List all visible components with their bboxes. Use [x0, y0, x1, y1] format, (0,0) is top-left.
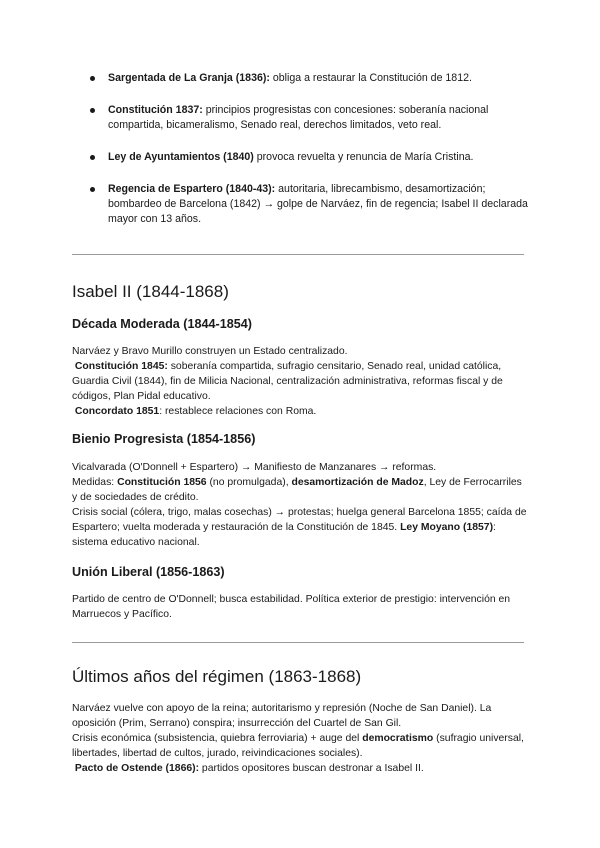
divider [72, 642, 524, 643]
section-title-ultimos: Últimos años del régimen (1863-1868) [72, 667, 362, 686]
text-line: Narváez y Bravo Murillo construyen un Estado centralizado. [72, 346, 348, 357]
text-run: Crisis económica (subsistencia, quiebra ferroviaria) + auge del [72, 733, 363, 744]
bullet-dot [90, 187, 95, 192]
text-run: (sufragio universal, libertades, libertad de cultos, jurado, reivindicaciones sociales). [72, 733, 524, 759]
text-run: soberanía compartida, sufragio censitario, Senado real, unidad católica, Guardia Civil (1844), fin de Milicia Nacional, centralización administrativa, reformas fiscal y de códigos, Plan Pidal educativo. [72, 361, 503, 402]
subsection-title-bienio: Bienio Progresista (1854-1856) [72, 432, 256, 446]
list-item [90, 71, 530, 86]
divider [72, 254, 524, 255]
paragraph-decada [72, 344, 527, 419]
text-line [72, 731, 527, 761]
text-run: : sistema educativo nacional. [72, 522, 496, 548]
text-line: Partido de centro de O'Donnell; busca estabilidad. Política exterior de prestigio: intervención en Marruecos y Pacífico. [72, 594, 511, 620]
bullet-dot [90, 108, 95, 113]
text-run: partidos opositores buscan destronar a Isabel II. [199, 763, 424, 774]
text-line [72, 404, 527, 419]
text-line [72, 761, 527, 776]
item-text: obliga a restaurar la Constitución de 1812. [269, 72, 472, 84]
bold-term: desamortización de Madoz [291, 477, 424, 488]
bullet-dot [90, 155, 95, 160]
item-text: autoritaria, librecambismo, desamortización; bombardeo de Barcelona (1842) → golpe de Narváez, fin de regencia; Isabel II declarada mayor con 13 años. [108, 183, 528, 225]
item-bold: Sargentada de La Granja (1836): [108, 72, 270, 84]
section-title-isabel: Isabel II (1844-1868) [72, 282, 229, 301]
item-text: provoca revuelta y renuncia de María Cristina. [253, 151, 474, 163]
item-text: principios progresistas con concesiones: soberanía nacional compartida, bicameralismo, Senado real, derechos limitados, veto real. [108, 104, 489, 131]
item-bold: Constitución 1837: [108, 104, 203, 116]
text-run: Crisis social (cólera, trigo, malas cosechas) → protestas; huelga general Barcelona 1855; caída de Espartero; vuelta moderada y restauración de la Constitución de 1845. [72, 507, 527, 533]
text-run: : restablece relaciones con Roma. [159, 406, 317, 417]
text-line [72, 505, 527, 550]
text-run: (no promulgada), [206, 477, 292, 488]
paragraph-union [72, 592, 527, 622]
text-line: Vicalvarada (O'Donnell + Espartero) → Manifiesto de Manzanares → reformas. [72, 462, 437, 473]
item-bold: Ley de Ayuntamientos (1840) [108, 151, 254, 163]
list-item [90, 150, 530, 165]
subsection-title-union: Unión Liberal (1856-1863) [72, 565, 225, 579]
text-run: Medidas: [72, 477, 118, 488]
bullet-list [90, 71, 530, 244]
text-line [72, 359, 527, 404]
bold-term: Concordato 1851 [74, 406, 160, 417]
bold-term: Constitución 1856 [117, 477, 207, 488]
text-line [72, 475, 527, 505]
item-bold: Regencia de Espartero (1840-43): [108, 183, 276, 195]
text-run: , Ley de Ferrocarriles y de sociedades de crédito. [72, 477, 522, 503]
bullet-dot [90, 76, 95, 81]
bold-term: Pacto de Ostende (1866): [74, 763, 200, 774]
bold-term: democratismo [362, 733, 434, 744]
paragraph-bienio [72, 460, 527, 550]
list-item [90, 182, 530, 227]
bold-term: Ley Moyano (1857) [400, 522, 494, 533]
paragraph-ultimos [72, 701, 527, 776]
text-line: Narváez vuelve con apoyo de la reina; autoritarismo y represión (Noche de San Daniel). La oposición (Prim, Serrano) conspira; insurrección del Cuartel de San Gil. [72, 703, 492, 729]
list-item [90, 103, 530, 133]
subsection-title-decada: Década Moderada (1844-1854) [72, 317, 252, 331]
bold-term: Constitución 1845: [74, 361, 168, 372]
